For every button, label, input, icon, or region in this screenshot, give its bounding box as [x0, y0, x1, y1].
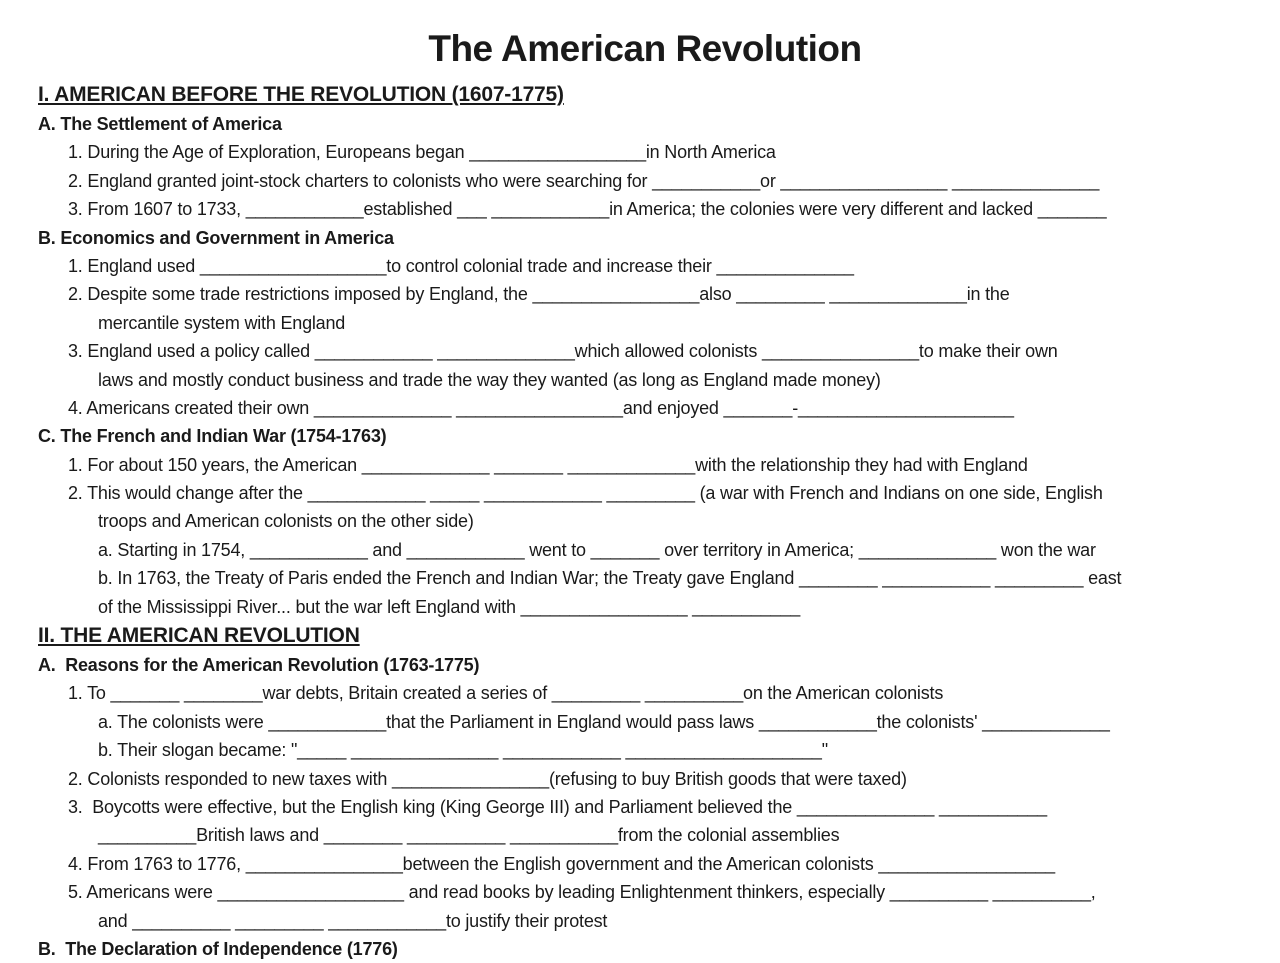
- item-continuation: laws and mostly conduct business and trade the way they wanted (as long as England made money): [98, 369, 881, 390]
- numbered-item: 1. To _______ ________war debts, Britain created a series of _________ __________on the American colonists: [68, 683, 944, 704]
- numbered-item: 3. From 1607 to 1733, ____________established ___ ____________in America; the colonies were very different and lacked _______: [68, 199, 1107, 220]
- subsection-heading: A. The Settlement of America: [38, 114, 282, 134]
- numbered-item: 4. Americans created their own ______________ _________________and enjoyed _______-______________________: [68, 397, 1014, 418]
- item-continuation: mercantile system with England: [98, 312, 346, 333]
- numbered-item: 1. During the Age of Exploration, Europeans began __________________in North America: [68, 142, 776, 163]
- numbered-item: 3. England used a policy called ____________ ______________which allowed colonists ________________to make their own: [68, 341, 1058, 362]
- item-continuation: of the Mississippi River... but the war left England with _________________ ___________: [98, 596, 801, 617]
- section-heading: I. AMERICAN BEFORE THE REVOLUTION (1607-1775): [38, 83, 564, 106]
- numbered-item: 2. Despite some trade restrictions imposed by England, the _________________also _________ ______________in the: [68, 284, 1010, 305]
- worksheet-body: [0, 80, 1280, 963]
- numbered-item: 4. From 1763 to 1776, ________________between the English government and the American colonists __________________: [68, 853, 1055, 874]
- subsection-heading: B. Economics and Government in America: [38, 227, 394, 248]
- section-heading: II. THE AMERICAN REVOLUTION: [38, 624, 360, 648]
- lettered-subitem: b. In 1763, the Treaty of Paris ended the French and Indian War; the Treaty gave England ________ ___________ _________ east: [98, 568, 1122, 589]
- lettered-subitem: b. Their slogan became: "_____ _______________ ____________ ____________________": [98, 740, 828, 761]
- numbered-item: 2. England granted joint-stock charters to colonists who were searching for ___________or _________________ _______________: [68, 170, 1100, 191]
- numbered-item: 3. Boycotts were effective, but the English king (King George III) and Parliament believed the ______________ ___________: [68, 796, 1047, 817]
- subsection-heading: B. The Declaration of Independence (1776): [38, 938, 398, 959]
- numbered-item: 2. Colonists responded to new taxes with ________________(refusing to buy British goods that were taxed): [68, 768, 907, 789]
- lettered-subitem: a. Starting in 1754, ____________ and ____________ went to _______ over territory in America; ______________ won the war: [98, 539, 1096, 560]
- item-continuation: and __________ _________ ____________to justify their protest: [98, 910, 608, 931]
- subsection-heading: A. Reasons for the American Revolution (1763-1775): [38, 655, 480, 676]
- lettered-subitem: a. The colonists were ____________that the Parliament in England would pass laws ____________the colonists' _____________: [98, 711, 1110, 732]
- numbered-item: 1. England used ___________________to control colonial trade and increase their ______________: [68, 255, 854, 276]
- subsection-heading: C. The French and Indian War (1754-1763): [38, 426, 387, 447]
- numbered-item: 1. For about 150 years, the American _____________ _______ _____________with the relationship they had with England: [68, 454, 1028, 475]
- page-title: The American Revolution: [428, 28, 862, 69]
- item-continuation: troops and American colonists on the other side): [98, 511, 474, 532]
- numbered-item: 2. This would change after the ____________ _____ ____________ _________ (a war with French and Indians on one side, English: [68, 483, 1103, 504]
- item-continuation: __________British laws and ________ __________ ___________from the colonial assemblies: [98, 825, 840, 846]
- numbered-item: 5. Americans were ___________________ and read books by leading Enlightenment thinkers, especially __________ __________,: [68, 882, 1096, 903]
